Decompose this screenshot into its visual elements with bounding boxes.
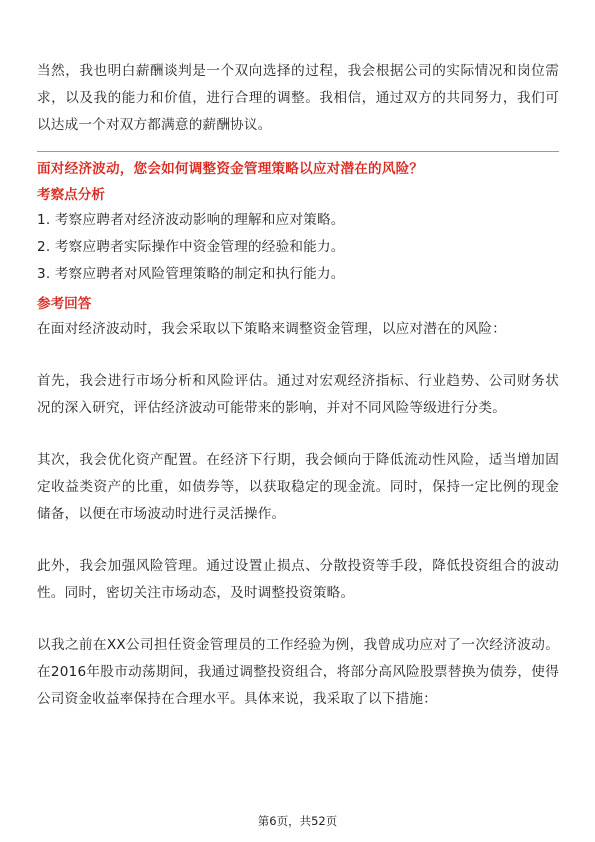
answer-paragraph: 此外，我会加强风险管理。通过设置止损点、分散投资等手段，降低投资组合的波动性。同时，密切关注市场动态，及时调整投资策略。 (37, 558, 559, 601)
analysis-list (37, 207, 559, 288)
question-title: 面对经济波动，您会如何调整资金管理策略以应对潜在的风险？ (37, 161, 424, 177)
analysis-heading: 考察点分析 (37, 187, 105, 203)
analysis-item: 1. 考察应聘者对经济波动影响的理解和应对策略。 (37, 212, 345, 228)
analysis-item: 3. 考察应聘者对风险管理策略的制定和执行能力。 (37, 266, 345, 282)
analysis-item: 2. 考察应聘者实际操作中资金管理的经验和能力。 (37, 239, 345, 255)
answer-paragraph: 其次，我会优化资产配置。在经济下行期，我会倾向于降低流动性风险，适当增加固定收益类资产的比重，如债券等，以获取稳定的现金流。同时，保持一定比例的现金储备，以便在市场波动时进行灵活操作。 (37, 452, 559, 522)
spacer (37, 607, 559, 632)
page-content (37, 58, 559, 713)
answer-paragraph: 在面对经济波动时，我会采取以下策略来调整资金管理，以应对潜在的风险： (37, 321, 506, 337)
spacer (37, 422, 559, 447)
spacer (37, 343, 559, 368)
intro-paragraph: 当然，我也明白薪酬谈判是一个双向选择的过程，我会根据公司的实际情况和岗位需求，以及我的能力和价值，进行合理的调整。我相信，通过双方的共同努力，我们可以达成一个对双方都满意的薪酬协议。 (37, 63, 559, 133)
page-number: 第6页，共52页 (257, 814, 338, 828)
spacer (37, 528, 559, 553)
answer-paragraph: 以我之前在XX公司担任资金管理员的工作经验为例，我曾成功应对了一次经济波动。在2016年股市动荡期间，我通过调整投资组合，将部分高风险股票替换为债券，使得公司资金收益率保持在合理水平。具体来说，我采取了以下措施： (37, 637, 559, 707)
answer-heading: 参考回答 (37, 296, 92, 312)
answer-paragraph: 首先，我会进行市场分析和风险评估。通过对宏观经济指标、行业趋势、公司财务状况的深入研究，评估经济波动可能带来的影响，并对不同风险等级进行分类。 (37, 373, 559, 416)
section-divider (37, 151, 559, 152)
